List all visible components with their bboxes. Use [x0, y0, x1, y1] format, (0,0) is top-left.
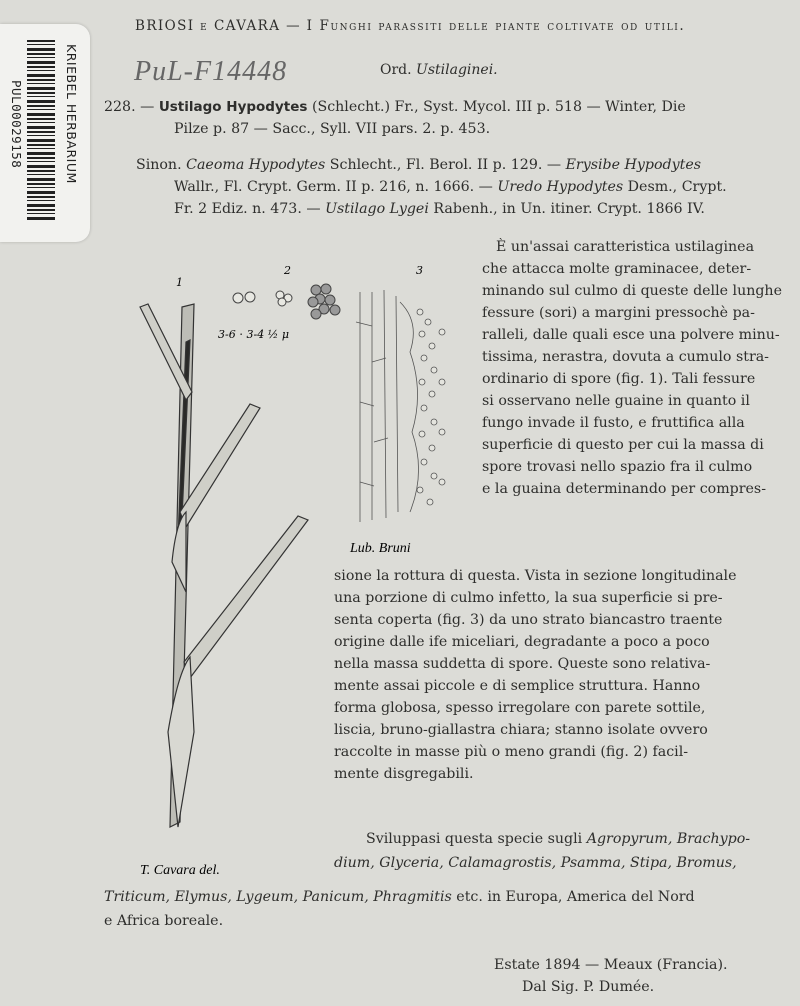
desc-line: nella massa suddetta di spore. Queste sono relativa- [334, 656, 711, 672]
synonyms-line-3: Fr. 2 Ediz. n. 473. — Ustilago Lygei Rabenh., in Un. itiner. Crypt. 1866 IV. [174, 201, 705, 217]
species-name: Ustilago Hypodytes [158, 99, 308, 115]
entry-line-2: Pilze p. 87 — Sacc., Syll. VII pars. 2. p. 453. [174, 121, 491, 137]
desc-line: fungo invade il fusto, e fruttifica alla [482, 415, 745, 431]
desc-line: e la guaina determinando per compres- [482, 481, 766, 497]
desc-line: minando sul culmo di queste delle lunghe [482, 283, 782, 299]
desc-line: si osservano nelle guaine in quanto il [482, 393, 750, 409]
desc-line: liscia, bruno-giallastra chiara; stanno isolate ovvero [334, 722, 708, 738]
artist-signature-right: Lub. Bruni [350, 541, 411, 556]
desc-line: una porzione di culmo infetto, la sua superficie si pre- [334, 590, 723, 606]
author-briosi: BRIOSI [135, 18, 195, 34]
description-wide [334, 565, 790, 785]
hosts-line-2: dium, Glyceria, Calamagrostis, Psamma, Stipa, Bromus, [334, 855, 737, 871]
fig3-section-drawing [356, 290, 445, 522]
order-name: Ustilaginei. [416, 62, 498, 78]
desc-line: superficie di questo per cui la massa di [482, 437, 764, 453]
desc-line: forma globosa, spesso irregolare con parete sottile, [334, 700, 706, 716]
desc-line: senta coperta (fig. 3) da uno strato biancastro traente [334, 612, 723, 628]
header-dash: — [286, 18, 301, 34]
artist-signature-left: T. Cavara del. [140, 863, 220, 878]
barcode-number: PUL00029158 [9, 80, 24, 169]
herbarium-name: KRIEBEL HERBARIUM [64, 44, 79, 184]
collection-date-place: Estate 1894 — Meaux (Francia). [494, 957, 728, 973]
desc-line: origine dalle ife miceliari, degradante a poco a poco [334, 634, 710, 650]
spore-measurement: 3-6 ⋅ 3-4 ½ μ [218, 328, 289, 341]
author-conjunction: e [200, 18, 209, 34]
hosts-line-3: Triticum, Elymus, Lygeum, Panicum, Phragmitis etc. in Europa, America del Nord [104, 889, 695, 905]
accession-handwritten: PuL-F14448 [134, 56, 288, 87]
fig3-number: 3 [416, 264, 423, 277]
author-cavara: CAVARA [214, 18, 281, 34]
desc-line: fessure (sori) a margini pressochè pa- [482, 305, 755, 321]
synonyms-line-1: Sinon. Caeoma Hypodytes Schlecht., Fl. Berol. II p. 129. — Erysibe Hypodytes [136, 157, 702, 173]
hosts-line-4: e Africa boreale. [104, 913, 224, 929]
desc-line: che attacca molte graminacee, deter- [482, 261, 752, 277]
fig2-spores-drawing [233, 284, 340, 319]
hosts-line-1: Sviluppasi questa specie sugli Agropyrum, Brachypo- [366, 831, 751, 847]
barcode [27, 40, 55, 222]
desc-line: mente assai piccole e di semplice struttura. Hanno [334, 678, 701, 694]
desc-line: È un'assai caratteristica ustilaginea [496, 239, 755, 255]
page-header [135, 18, 685, 34]
entry-number: 228. — [104, 99, 155, 115]
desc-line: ralleli, dalle quali esce una polvere minu- [482, 327, 780, 343]
desc-line: sione la rottura di questa. Vista in sezione longitudinale [334, 568, 737, 584]
desc-line: mente disgregabili. [334, 766, 474, 782]
fig2-number: 2 [284, 264, 291, 277]
fig1-number: 1 [176, 276, 183, 289]
order-line: Ord. Ustilaginei. [380, 62, 498, 78]
collection-collector: Dal Sig. P. Dumée. [522, 979, 655, 995]
description-narrow [482, 236, 790, 500]
desc-line: raccolte in masse più o meno grandi (fig. 2) facil- [334, 744, 689, 760]
desc-line: ordinario di spore (fig. 1). Tali fessure [482, 371, 756, 387]
fig1-culm-drawing [140, 304, 308, 827]
desc-line: tissima, nerastra, dovuta a cumulo stra- [482, 349, 769, 365]
series-title: I Funghi parassiti delle piante coltivate od utili. [306, 18, 686, 34]
desc-line: spore trovasi nello spazio fra il culmo [482, 459, 753, 475]
entry-line-1: 228. — Ustilago Hypodytes (Schlecht.) Fr., Syst. Mycol. III p. 518 — Winter, Die [104, 99, 686, 115]
synonyms-line-2: Wallr., Fl. Crypt. Germ. II p. 216, n. 1666. — Uredo Hypodytes Desm., Crypt. [174, 179, 727, 195]
